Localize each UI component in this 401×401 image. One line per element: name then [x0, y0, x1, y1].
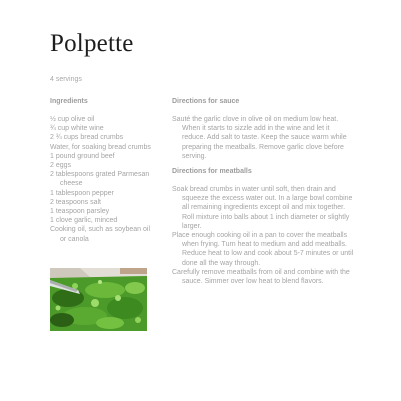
ingredient-item: Water, for soaking bread crumbs: [50, 143, 151, 151]
chopped-parsley-photo: [50, 268, 147, 331]
servings-count: 4 servings: [50, 76, 82, 83]
meatball-step: Soak bread crumbs in water until soft, then drain and squeeze the excess water out. In a large bowl combine all remaining ingredients except oil and mix together. Roll mixture into balls about 1 inch diameter or slightly larger.: [172, 186, 353, 230]
recipe-title: Polpette: [50, 30, 134, 57]
ingredients-list: [50, 115, 155, 244]
ingredient-item: ¾ cup white wine: [50, 125, 104, 133]
ingredient-item: ½ cup olive oil: [50, 116, 95, 123]
ingredients-heading: Ingredients: [50, 98, 88, 105]
meatball-directions-heading: Directions for meatballs: [172, 168, 252, 175]
parsley-image: [50, 268, 147, 331]
ingredient-item: 2 eggs: [50, 162, 72, 170]
ingredient-item: 2 teaspoons salt: [50, 198, 101, 206]
ingredient-item: 1 teaspoon parsley: [50, 208, 110, 216]
sauce-step: Sauté the garlic clove in olive oil on medium low heat. When it starts to sizzle add in the wine and let it reduce. Add salt to taste. Keep the sauce warm while preparing the meatballs. Remove garlic clove before serving.: [172, 116, 347, 160]
meatball-step: Carefully remove meatballs from oil and combine with the sauce. Simmer over low heat to blend flavors.: [172, 268, 350, 286]
meatball-step: Place enough cooking oil in a pan to cover the meatballs when frying. Turn heat to medium and add meatballs. Reduce heat to low and cook about 5-7 minutes or until done all the way through.: [172, 232, 354, 267]
ingredient-item: 2 ¾ cups bread crumbs: [50, 134, 124, 142]
ingredient-item: 1 tablespoon pepper: [50, 189, 114, 197]
meatball-directions-list: [172, 185, 354, 286]
ingredient-item: 2 tablespoons grated Parmesan cheese: [50, 171, 150, 188]
sauce-directions-heading: Directions for sauce: [172, 98, 240, 105]
ingredient-item: 1 pound ground beef: [50, 152, 115, 160]
ingredient-item: 1 clove garlic, minced: [50, 217, 118, 225]
sauce-directions-list: [172, 115, 354, 161]
ingredient-item: Cooking oil, such as soybean oil or canola: [50, 226, 151, 243]
